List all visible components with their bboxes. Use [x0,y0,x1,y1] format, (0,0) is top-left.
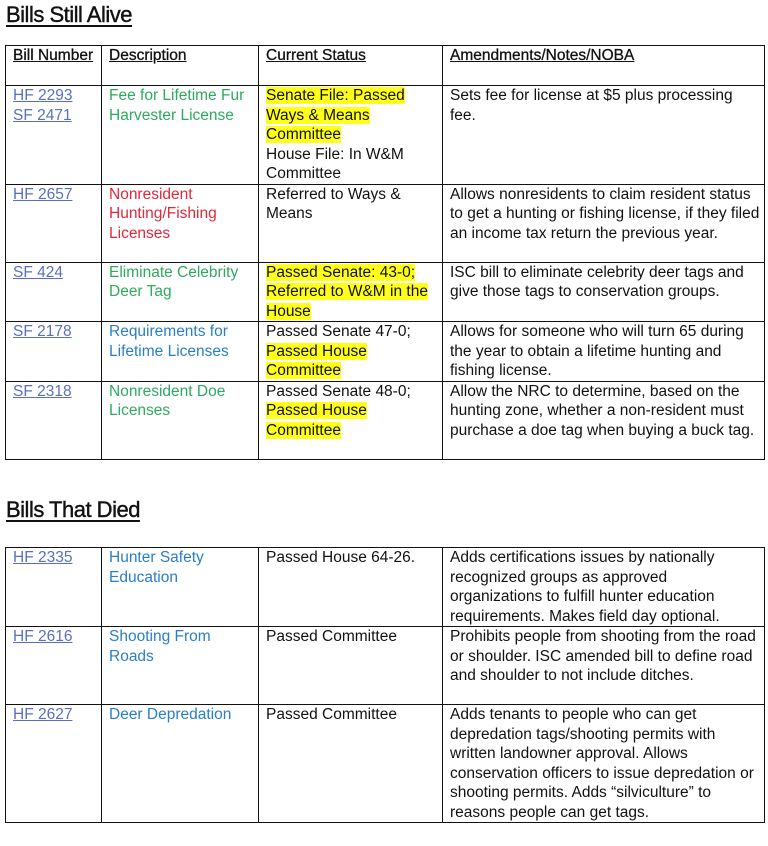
bill-number-cell [6,184,102,262]
bill-link[interactable]: HF 2335 [13,549,73,566]
header-current-status [259,46,443,86]
status-text: Passed House 64-26. [266,549,416,566]
table-row [6,322,765,382]
description-cell: Deer Depredation [102,705,259,823]
header-label: Amendments/Notes/NOBA [450,47,635,64]
description-cell: Eliminate Celebrity Deer Tag [102,262,259,322]
bill-number-cell [6,322,102,382]
status-text: Passed Committee [266,706,397,723]
header-description [102,46,259,86]
bill-link[interactable]: HF 2657 [13,185,73,203]
notes-cell: Adds tenants to people who can get depredation tags/shooting permits with written landowner approval. Allows conservation officers to issue depredation or shooting permits. Adds “silviculture” to reasons people can get tags. [443,705,765,823]
section-title-bills-died: Bills That Died [6,497,140,522]
status-line [266,145,438,184]
highlighted-status-text: Passed Senate: 43-0; Referred to W&M in the House [266,263,428,320]
bills-alive-table [5,45,765,460]
header-bill-number [6,46,102,86]
status-line [266,86,438,145]
table-row [6,548,765,627]
status-cell [259,262,443,322]
table-row [6,627,765,705]
table-row [6,262,765,322]
header-label: Description [109,47,187,64]
description-cell: Requirements for Lifetime Licenses [102,322,259,382]
table-header-row [6,46,765,86]
bill-link[interactable]: SF 424 [13,263,63,281]
status-line [266,185,438,224]
bill-number-cell [6,381,102,459]
bill-number-cell [6,86,102,185]
description-cell: Nonresident Doe Licenses [102,381,259,459]
status-text: Passed Senate 48-0; [266,382,411,400]
bill-link[interactable]: HF 2616 [13,628,73,645]
bill-link[interactable]: SF 2178 [13,323,72,340]
notes-cell: Prohibits people from shooting from the road or shoulder. ISC amended bill to define road and shoulder to not include ditches. [443,627,765,705]
table-row [6,705,765,823]
bill-link[interactable]: HF 2293 [13,87,73,104]
bill-number-cell [6,705,102,823]
description-cell: Nonresident Hunting/Fishing Licenses [102,184,259,262]
status-text: House File: In W&M Committee [266,145,404,182]
section-title-bills-alive: Bills Still Alive [6,2,132,27]
bill-link[interactable]: SF 2318 [13,382,72,400]
notes-cell: Allows nonresidents to claim resident status to get a hunting or fishing license, if they filed an income tax return the previous year. [443,184,765,262]
notes-cell: Sets fee for license at $5 plus processing fee. [443,86,765,185]
header-label: Bill Number [13,47,94,64]
status-line [266,322,438,342]
status-text: Referred to Ways & Means [266,185,401,222]
status-cell [259,381,443,459]
status-text: Passed Committee [266,628,397,645]
status-cell [259,548,443,627]
status-cell [259,705,443,823]
description-cell: Hunter Safety Education [102,548,259,627]
highlighted-status-text: Passed House Committee [266,342,367,379]
status-line [266,548,438,568]
notes-cell: Allows for someone who will turn 65 during the year to obtain a lifetime hunting and fishing license. [443,322,765,382]
notes-cell: Allow the NRC to determine, based on the hunting zone, whether a non-resident must purchase a doe tag when buying a buck tag. [443,381,765,459]
header-notes [443,46,765,86]
highlighted-status-text: Passed House Committee [266,402,367,439]
status-line [266,342,438,381]
table-row [6,184,765,262]
status-line [266,705,438,725]
table-row [6,86,765,185]
status-cell [259,627,443,705]
status-cell [259,184,443,262]
bill-number-cell [6,262,102,322]
status-cell [259,322,443,382]
notes-cell: ISC bill to eliminate celebrity deer tags and give those tags to conservation groups. [443,262,765,322]
bill-number-cell [6,548,102,627]
highlighted-status-text: Senate File: Passed Ways & Means Committee [266,87,405,143]
table-row [6,381,765,459]
notes-cell: Adds certifications issues by nationally recognized groups as approved organizations to fulfill hunter education requirements. Makes field day optional. [443,548,765,627]
status-cell [259,86,443,185]
status-line [266,401,438,440]
bills-died-table [5,547,765,823]
status-text: Passed Senate 47-0; [266,323,411,340]
bill-link[interactable]: HF 2627 [13,706,73,723]
bill-number-cell [6,627,102,705]
description-cell: Fee for Lifetime Fur Harvester License [102,86,259,185]
status-line [266,382,438,402]
description-cell: Shooting From Roads [102,627,259,705]
status-line [266,627,438,647]
header-label: Current Status [266,47,366,64]
bill-link[interactable]: SF 2471 [13,106,72,124]
status-line [266,263,438,322]
